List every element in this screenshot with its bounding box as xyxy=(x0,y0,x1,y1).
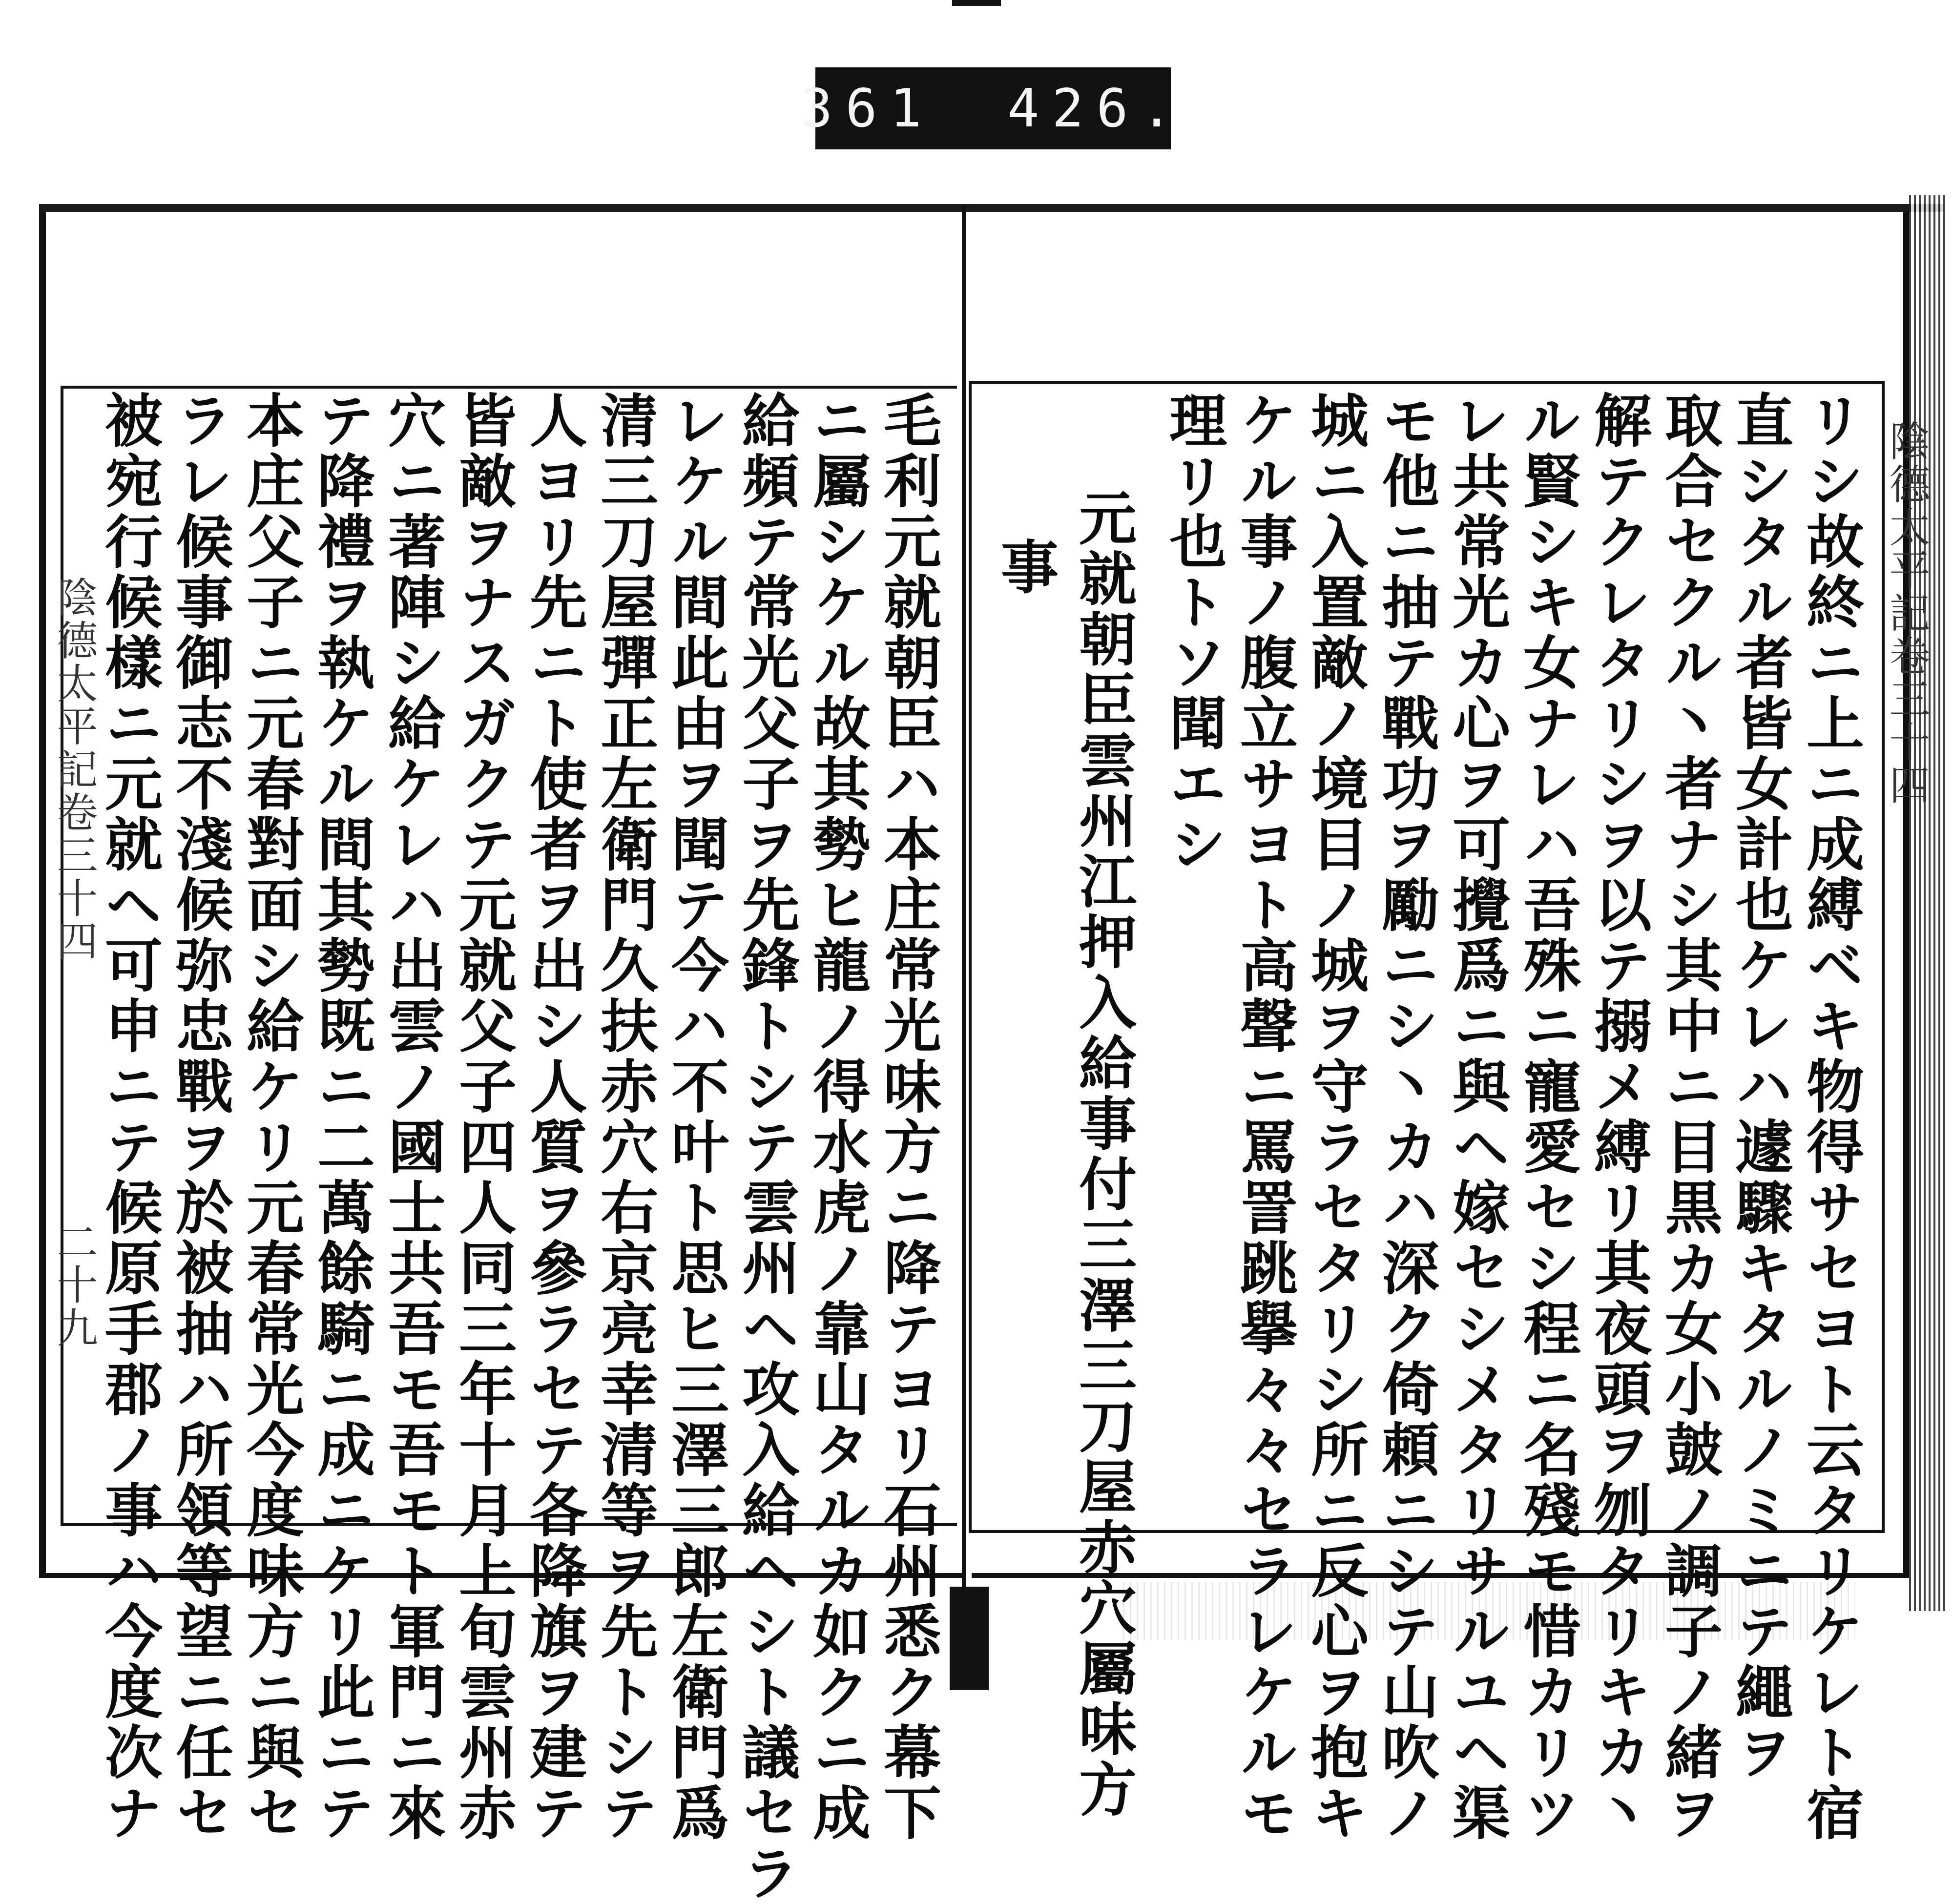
right-margin-title: 陰德太平記卷三十四 xyxy=(1883,420,1931,807)
folio-number: 二十九 xyxy=(50,1221,98,1349)
chapter-heading: 元就朝臣雲州江押入給事付三澤三刀屋赤穴屬味方 xyxy=(1069,488,1137,1820)
catalog-label xyxy=(801,67,1185,149)
right-line-7: モ他ニ抽テ戰功ヲ勵ニシ丶カハ深ク倚頼ニシテ山吹ノ xyxy=(1372,391,1440,1843)
left-line-11: ラレ候事御志不淺候弥忠戰ヲ於被抽ハ所領等望ニ任セ xyxy=(166,391,234,1843)
left-line-8: 穴ニ著陣シ給ケレハ出雲ノ國士共吾モ吾モト軍門ニ來 xyxy=(378,391,446,1843)
chapter-heading-end: 事 xyxy=(991,537,1059,598)
catalog-number-left: 361 xyxy=(801,78,935,139)
left-line-9: テ降禮ヲ執ケル間其勢既ニ二萬餘騎ニ成ニケリ此ニテ xyxy=(308,391,375,1843)
left-line-10: 本庄父子ニ元春對面シ給ケリ元春常光今度味方ニ與セ xyxy=(237,391,305,1843)
left-margin-title: 陰德太平記卷三十四 xyxy=(50,576,98,963)
left-line-3: 給頻テ常光父子ヲ先鋒トシテ雲州ヘ攻入給ヘシト議セラ xyxy=(732,391,800,1904)
top-edge-mark xyxy=(952,0,1001,6)
spine-gutter xyxy=(962,205,966,1690)
right-line-2: 直シタル者皆女計也ケレハ遽驟キタルノミニテ繩ヲ xyxy=(1726,391,1794,1783)
left-line-1: 毛利元就朝臣ハ本庄常光味方ニ降テヨリ石州悉ク幕下 xyxy=(874,391,942,1843)
catalog-number-right: 426. xyxy=(1007,78,1185,139)
right-line-10: 理リ也トソ聞エシ xyxy=(1160,391,1227,875)
left-line-4: レケル間此由ヲ聞テ今ハ不叶ト思ヒ三澤三郎左衛門爲 xyxy=(662,391,729,1843)
page-stack-edge xyxy=(1909,195,1948,1611)
left-line-2: ニ屬シケル故其勢ヒ龍ノ得水虎ノ靠山タルカ如クニ成 xyxy=(803,391,871,1843)
left-line-12: 被宛行候樣ニ元就ヘ可申ニテ候原手郡ノ事ハ今度次ナ xyxy=(95,391,163,1843)
right-line-6: レ共常光カ心ヲ可攪爲ニ與ヘ嫁セシメタリサルユヘ渠 xyxy=(1443,391,1511,1843)
left-line-7: 皆敵ヲナスガクテ元就父子四人同三年十月上旬雲州赤 xyxy=(449,391,517,1843)
right-line-4: 解テクレタリシヲ以テ搦メ縛リ其夜頭ヲ刎タリキカ丶 xyxy=(1584,391,1652,1843)
right-line-1: リシ故終ニ上ニ成縛ベキ物得サセヨト云タリケレト宿 xyxy=(1797,391,1865,1843)
left-line-5: 清三刀屋彈正左衛門久扶赤穴右京亮幸清等ヲ先トシテ xyxy=(591,391,659,1843)
right-line-5: ル賢シキ女ナレハ吾殊ニ寵愛セシ程ニ名殘モ惜カリツ xyxy=(1514,391,1581,1843)
right-line-3: 取合セクル丶者ナシ其中ニ目黒カ女小皷ノ調子ノ緒ヲ xyxy=(1655,391,1723,1843)
left-line-6: 人ヨリ先ニト使者ヲ出シ人質ヲ參ラセテ各降旗ヲ建テ xyxy=(520,391,588,1843)
binding-shadow xyxy=(950,1587,989,1690)
right-line-8: 城ニ入置敵ノ境目ノ城ヲ守ラセタリシ所ニ反心ヲ抱キ xyxy=(1301,391,1369,1843)
right-line-9: ケル事ノ腹立サヨト高聲ニ罵詈跳擧々々セラレケルモ xyxy=(1230,391,1298,1843)
